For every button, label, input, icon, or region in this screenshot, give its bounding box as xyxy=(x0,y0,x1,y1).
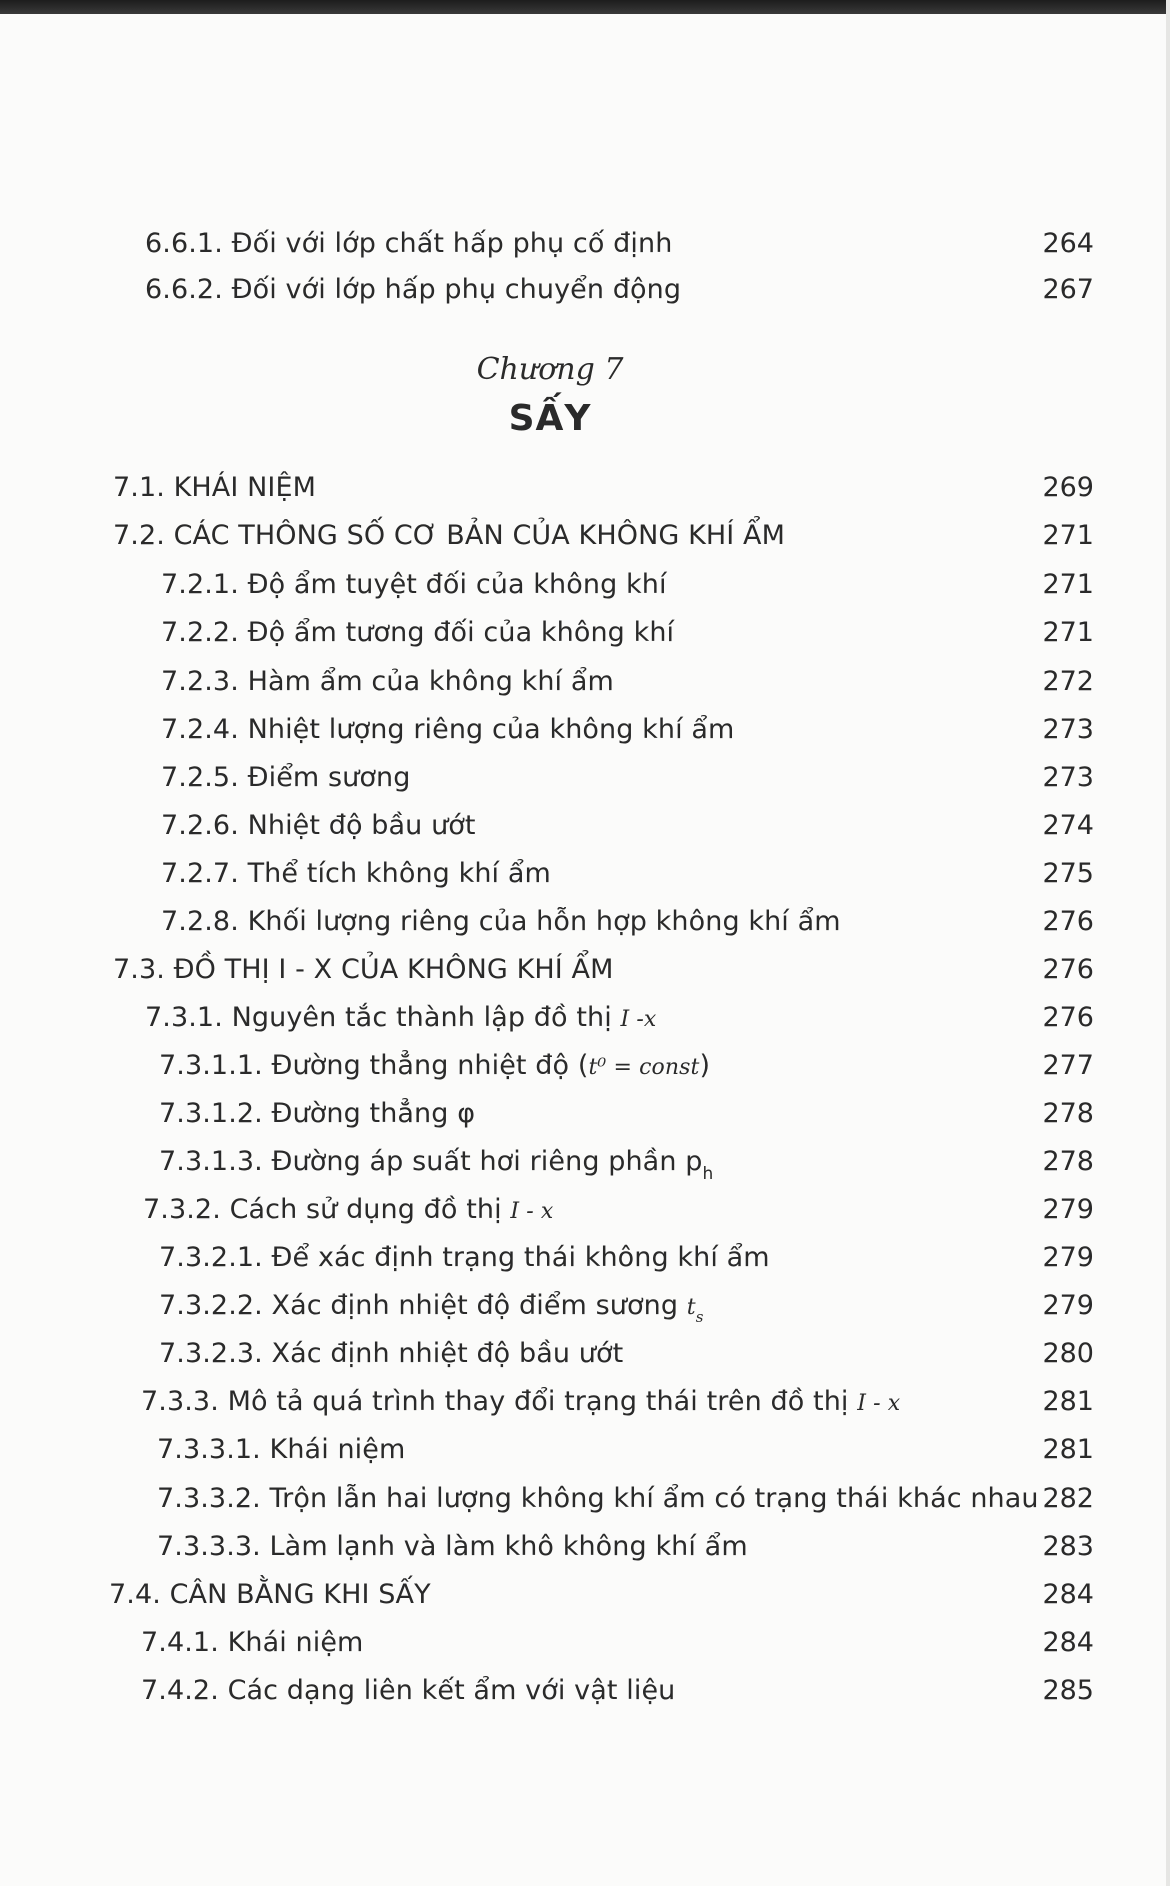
toc-entry-page: 276 xyxy=(1042,906,1094,937)
toc-entry-page: 282 xyxy=(1042,1483,1094,1514)
toc-entry-page: 267 xyxy=(1042,274,1094,305)
toc-entry-label: 7.2.7. Thể tích không khí ẩm xyxy=(161,858,551,889)
toc-entry-label: 7.3.2.3. Xác định nhiệt độ bầu ướt xyxy=(159,1338,624,1369)
toc-entry-page: 281 xyxy=(1042,1434,1094,1465)
chapter-title: SẤY xyxy=(508,398,592,439)
scan-top-edge xyxy=(0,0,1170,14)
toc-entry-label: 7.3.1.1. Đường thẳng nhiệt độ ( xyxy=(159,1050,589,1081)
toc-entry-label: 6.6.2. Đối với lớp hấp phụ chuyển động xyxy=(145,274,682,305)
toc-entry-label: 7.3.3. Mô tả quá trình thay đổi trạng thái trên đồ thị xyxy=(141,1386,858,1417)
toc-entry-label: 7.3. ĐỒ THỊ I - X CỦA KHÔNG KHÍ ẨM xyxy=(113,954,614,985)
toc-entry-label: 7.2.1. Độ ẩm tuyệt đối của không khí xyxy=(161,569,667,600)
toc-entry-label: 7.3.3.3. Làm lạnh và làm khô không khí ẩm xyxy=(157,1531,748,1562)
toc-entry-page: 269 xyxy=(1042,472,1094,503)
toc-entry-label: 7.3.1. Nguyên tắc thành lập đồ thị xyxy=(145,1002,621,1033)
math-expression: I - x xyxy=(510,1199,554,1224)
toc-entry-label: 7.2.5. Điểm sương xyxy=(161,762,411,793)
subscript: h xyxy=(702,1164,714,1184)
toc-entry-label: 7.3.2.2. Xác định nhiệt độ điểm sương xyxy=(159,1290,687,1321)
toc-entry-page: 280 xyxy=(1042,1338,1094,1369)
toc-entry-page: 274 xyxy=(1042,810,1094,841)
toc-entry-label: 6.6.1. Đối với lớp chất hấp phụ cố định xyxy=(145,228,673,259)
math-subscript: s xyxy=(695,1308,704,1326)
math-expression: t xyxy=(686,1295,696,1320)
toc-entry-label: 7.2. CÁC THÔNG SỐ CƠ BẢN CỦA KHÔNG KHÍ ẨM xyxy=(113,520,786,551)
toc-entry-label: 7.2.8. Khối lượng riêng của hỗn hợp không khí ẩm xyxy=(161,906,841,937)
toc-entry-page: 276 xyxy=(1042,1002,1094,1033)
toc-entry-label: 7.2.2. Độ ẩm tương đối của không khí xyxy=(161,617,675,648)
math-expression: t⁰ = const xyxy=(588,1055,700,1080)
toc-entry-label: 7.2.3. Hàm ẩm của không khí ẩm xyxy=(161,666,614,697)
toc-entry xyxy=(159,1046,710,1086)
toc-entry-page: 271 xyxy=(1042,520,1094,551)
toc-entry-page: 272 xyxy=(1042,666,1094,697)
toc-entry-label: 7.3.1.2. Đường thẳng φ xyxy=(159,1098,476,1129)
math-expression: I - x xyxy=(857,1391,901,1416)
toc-entry-label: 7.2.4. Nhiệt lượng riêng của không khí ẩm xyxy=(161,714,735,745)
toc-entry-page: 279 xyxy=(1042,1194,1094,1225)
toc-entry-page: 273 xyxy=(1042,714,1094,745)
toc-entry-label: 7.4. CÂN BẰNG KHI SẤY xyxy=(109,1579,431,1610)
toc-entry-page: 277 xyxy=(1042,1050,1094,1081)
toc-entry-page: 278 xyxy=(1042,1146,1094,1177)
toc-entry-page: 273 xyxy=(1042,762,1094,793)
toc-entry-label: 7.2.6. Nhiệt độ bầu ướt xyxy=(161,810,476,841)
toc-entry xyxy=(141,1382,900,1422)
math-expression: I -x xyxy=(620,1007,657,1032)
toc-entry-label: 7.4.2. Các dạng liên kết ẩm với vật liệu xyxy=(141,1675,676,1706)
toc-entry xyxy=(145,998,656,1038)
toc-entry-page: 283 xyxy=(1042,1531,1094,1562)
toc-entry-page: 271 xyxy=(1042,569,1094,600)
toc-entry-page: 278 xyxy=(1042,1098,1094,1129)
toc-entry-label: 7.3.3.1. Khái niệm xyxy=(157,1434,406,1465)
scan-right-edge xyxy=(1166,0,1170,1886)
toc-entry-page: 271 xyxy=(1042,617,1094,648)
toc-entry-label: 7.3.2.1. Để xác định trạng thái không khí ẩm xyxy=(159,1242,770,1273)
toc-entry-page: 279 xyxy=(1042,1242,1094,1273)
toc-entry-label: 7.3.2. Cách sử dụng đồ thị xyxy=(143,1194,511,1225)
toc-entry-page: 275 xyxy=(1042,858,1094,889)
toc-entry-page: 285 xyxy=(1042,1675,1094,1706)
toc-entry-page: 279 xyxy=(1042,1290,1094,1321)
toc-entry-page: 284 xyxy=(1042,1627,1094,1658)
toc-entry xyxy=(159,1142,713,1182)
toc-entry-page: 276 xyxy=(1042,954,1094,985)
toc-entry-label: 7.1. KHÁI NIỆM xyxy=(113,472,317,503)
toc-entry-label: 7.3.1.3. Đường áp suất hơi riêng phần p xyxy=(159,1146,703,1177)
toc-entry xyxy=(159,1286,704,1326)
toc-entry-page: 281 xyxy=(1042,1386,1094,1417)
toc-entry-page: 284 xyxy=(1042,1579,1094,1610)
toc-entry-suffix: ) xyxy=(699,1050,711,1081)
toc-entry-label: 7.4.1. Khái niệm xyxy=(141,1627,364,1658)
chapter-label: Chương 7 xyxy=(476,352,624,387)
toc-entry-page: 264 xyxy=(1042,228,1094,259)
toc-entry-label: 7.3.3.2. Trộn lẫn hai lượng không khí ẩm có trạng thái khác nhau xyxy=(157,1483,1039,1514)
toc-entry xyxy=(143,1190,553,1230)
